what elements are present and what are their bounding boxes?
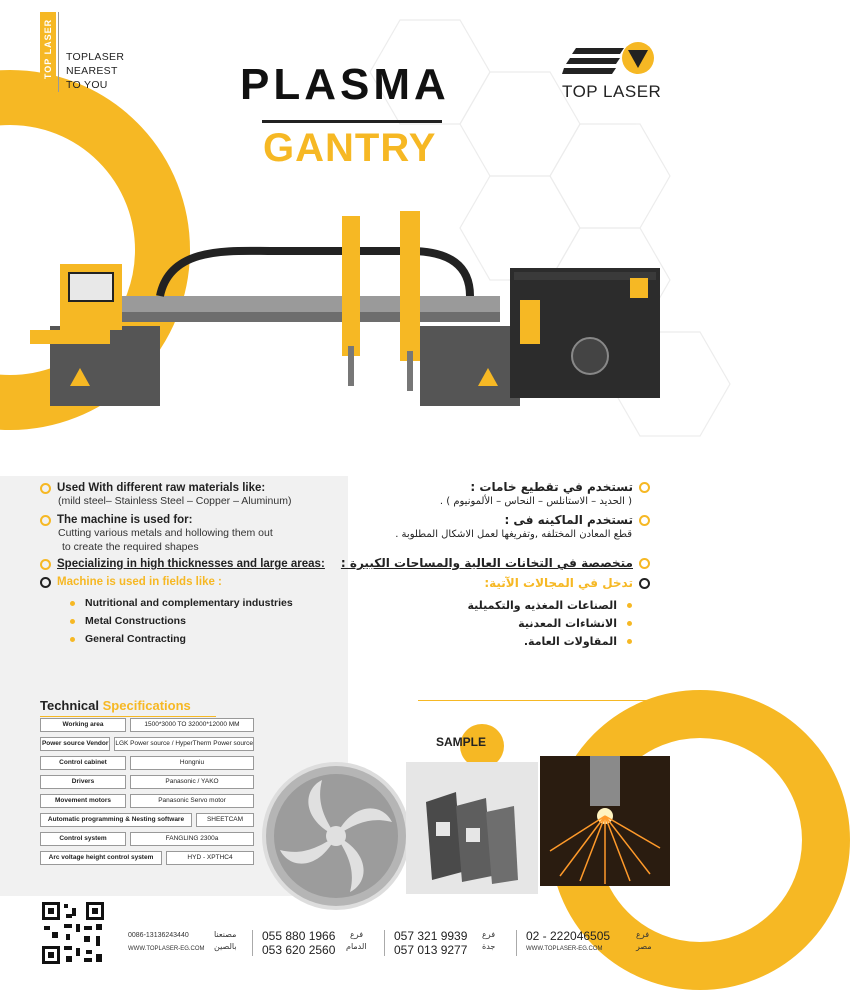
circle-bullet-icon [639, 578, 650, 589]
fields-list-en [70, 594, 340, 648]
sample-image-plates [406, 762, 538, 894]
table-row [40, 775, 254, 789]
dot-bullet-icon [627, 603, 632, 608]
circle-bullet-icon [40, 559, 51, 570]
footer-divider [384, 930, 385, 956]
feature-en-3-text: Specializing in high thicknesses and large areas: [57, 558, 325, 570]
feature-ar-3-text: متخصصة في التخانات العالية والمساحات الكبيرة : [340, 556, 633, 570]
plasma-gantry-machine-image [30, 196, 670, 428]
dot-bullet-icon [70, 637, 75, 642]
table-row [40, 718, 254, 732]
field-en-1: Nutritional and complementary industries [85, 597, 293, 609]
specs-title [40, 698, 191, 713]
feature-ar-2-heading [330, 513, 650, 527]
circle-bullet-icon [40, 483, 51, 494]
spec-key: Control cabinet [40, 756, 126, 770]
tagline-line-3: TO YOU [66, 79, 108, 91]
field-ar-1: الصناعات المغذيه والتكميلية [467, 598, 617, 612]
list-item [330, 596, 632, 614]
sample-image-disc [262, 762, 410, 910]
jeddah-phone-2: 057 013 9277 [394, 943, 468, 957]
specs-title-underline [40, 716, 216, 717]
footer-divider [516, 930, 517, 956]
list-item [70, 630, 340, 648]
tagline-line-1: TOPLASER [66, 51, 125, 63]
tab-divider [58, 12, 59, 92]
spec-value: LGK Power source / HyperTherm Power source [114, 737, 254, 751]
circle-bullet-icon [639, 558, 650, 569]
plasma-sparks-icon [540, 756, 670, 886]
feature-ar-3-heading [330, 556, 650, 570]
cut-metal-disc-icon [262, 762, 410, 910]
table-row [40, 737, 254, 751]
sample-label: SAMPLE [436, 735, 487, 749]
logo-text: TOP LASER [562, 82, 662, 101]
spec-value: Panasonic / YAKO [130, 775, 254, 789]
table-row [40, 851, 254, 865]
spec-key: Drivers [40, 775, 126, 789]
spec-key: Working area [40, 718, 126, 732]
section-divider [418, 700, 658, 701]
cut-steel-plates-icon [406, 762, 538, 894]
table-row [40, 794, 254, 808]
spec-value: HYD - XPTHC4 [166, 851, 254, 865]
circle-bullet-icon [639, 482, 650, 493]
specs-table [40, 718, 254, 870]
list-item [70, 612, 340, 630]
spec-key: Power source Vendor [40, 737, 110, 751]
table-row [40, 756, 254, 770]
list-item [330, 614, 632, 632]
sample-image-cutting [540, 756, 670, 886]
spec-key: Arc voltage height control system [40, 851, 162, 865]
brand-tab-text: TOP LASER [43, 18, 53, 80]
feature-en-4-text: Machine is used in fields like : [57, 576, 222, 588]
feature-en-2-sub-2: to create the required shapes [62, 541, 199, 553]
dammam-phone-1: 055 880 1966 [262, 929, 336, 943]
feature-en-1-text: Used With different raw materials like: [57, 482, 266, 494]
specs-title-a: Technical [40, 698, 100, 713]
spec-value: Panasonic Servo motor [130, 794, 254, 808]
egypt-website[interactable]: WWW.TOPLASER-EG.COM [526, 946, 603, 952]
jeddah-phone-1: 057 321 9939 [394, 929, 468, 943]
title-divider [262, 120, 442, 123]
footer-divider [252, 930, 253, 956]
dot-bullet-icon [627, 621, 632, 626]
feature-en-4-heading [40, 576, 340, 588]
dammam-phone-2: 053 620 2560 [262, 943, 336, 957]
dot-bullet-icon [70, 619, 75, 624]
brand-tagline [66, 50, 124, 92]
dammam-label-1: فرع [350, 930, 364, 939]
feature-en-2-heading [40, 514, 340, 526]
spec-key: Movement motors [40, 794, 126, 808]
feature-ar-1-text: تستخدم في تقطيع خامات : [470, 480, 633, 494]
spec-key: Control system [40, 832, 126, 846]
feature-ar-1-heading [330, 480, 650, 494]
table-row [40, 813, 254, 827]
china-label-1: مصنعنا [214, 930, 237, 939]
spec-value: 1500*3000 TO 32000*12000 MM [130, 718, 254, 732]
feature-en-1-sub: (mild steel– Stainless Steel – Copper – Aluminum) [58, 495, 292, 507]
egypt-phone: 02 - 222046505 [526, 929, 611, 943]
spec-value: SHEETCAM [196, 813, 254, 827]
field-ar-3: المقاولات العامة. [523, 634, 617, 648]
field-en-3: General Contracting [85, 633, 186, 645]
feature-ar-4-text: تدخل في المجالات الآتية: [484, 576, 633, 590]
field-en-2: Metal Constructions [85, 615, 186, 627]
feature-en-1-heading [40, 482, 340, 494]
tagline-line-2: NEAREST [66, 65, 118, 77]
jeddah-label-1: فرع [482, 930, 496, 939]
list-item [70, 594, 340, 612]
dot-bullet-icon [627, 639, 632, 644]
circle-bullet-icon [40, 515, 51, 526]
china-website[interactable]: WWW.TOPLASER-EG.COM [128, 946, 205, 952]
feature-en-2-sub-1: Cutting various metals and hollowing them out [58, 527, 273, 539]
spec-value: Hongniu [130, 756, 254, 770]
china-label-2: بالصين [214, 942, 237, 951]
title-gantry: GANTRY [263, 126, 437, 170]
egypt-label-1: فرع [636, 930, 650, 939]
features-english [40, 482, 340, 648]
feature-ar-1-sub: ( الحديد – الاستانلس – النحاس – الألمونيوم ) . [439, 496, 632, 507]
feature-ar-2-text: تستخدم الماكينه فى : [504, 513, 633, 527]
title-plasma: PLASMA [240, 60, 450, 109]
fields-list-ar [330, 596, 632, 650]
spec-value: FANGLING 2300a [130, 832, 254, 846]
china-phone: 0086-13136243440 [128, 932, 189, 939]
egypt-label-2: مصر [636, 942, 652, 951]
dammam-label-2: الدمام [346, 942, 367, 951]
list-item [330, 632, 632, 650]
spec-key: Automatic programming & Nesting software [40, 813, 192, 827]
circle-bullet-icon [639, 515, 650, 526]
feature-ar-4-heading [330, 576, 650, 590]
specs-title-b: Specifications [102, 698, 191, 713]
feature-en-2-text: The machine is used for: [57, 514, 193, 526]
table-row [40, 832, 254, 846]
field-ar-2: الانشاءات المعدنية [518, 616, 617, 630]
feature-en-3-heading [40, 558, 340, 570]
features-arabic [330, 480, 650, 650]
brand-vertical-tab [40, 12, 56, 92]
circle-bullet-icon [40, 577, 51, 588]
feature-ar-2-sub: قطع المعادن المختلفه ,وتفريغها لعمل الاشكال المطلوبة . [395, 529, 632, 540]
jeddah-label-2: جدة [482, 942, 496, 951]
dot-bullet-icon [70, 601, 75, 606]
qr-code-icon[interactable] [40, 900, 106, 966]
